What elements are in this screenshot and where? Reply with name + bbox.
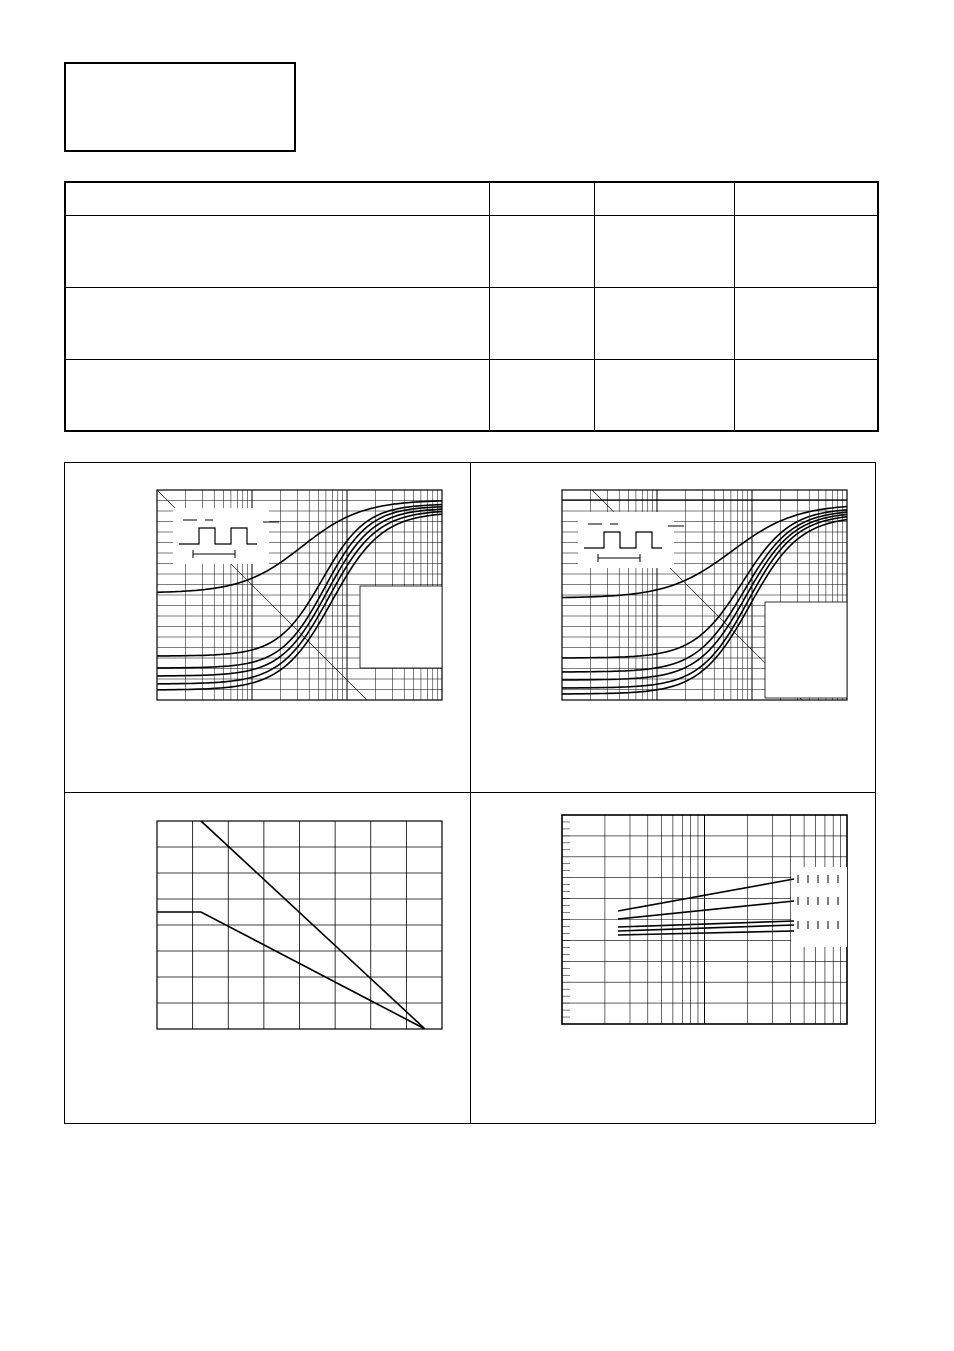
table-cell	[65, 359, 489, 431]
table-cell	[594, 182, 734, 215]
legend-area	[791, 867, 847, 947]
table-cell	[594, 287, 734, 359]
pulse-inset	[173, 508, 269, 564]
table-row	[65, 359, 878, 431]
response-curve	[618, 931, 794, 935]
table-cell	[734, 215, 878, 287]
graph-bottom-right	[562, 815, 849, 1026]
panel-divider-horizontal	[64, 792, 876, 793]
derating-line	[157, 912, 425, 1029]
graph-bottom-left	[157, 821, 442, 1029]
table-cell	[489, 182, 594, 215]
table-row	[65, 215, 878, 287]
pulse-inset	[578, 512, 674, 568]
response-curve	[618, 879, 794, 911]
table-cell	[65, 215, 489, 287]
table-cell	[489, 287, 594, 359]
legend-box	[765, 602, 847, 698]
table-cell	[734, 287, 878, 359]
table-cell	[65, 287, 489, 359]
table-cell	[65, 182, 489, 215]
table-cell	[489, 215, 594, 287]
table-cell	[734, 359, 878, 431]
spec-table	[64, 181, 879, 432]
graph-top-left	[157, 490, 442, 700]
legend-box	[360, 586, 442, 668]
table-row	[65, 287, 878, 359]
graph-top-right	[562, 490, 847, 700]
table-cell	[594, 359, 734, 431]
panel-divider-vertical	[470, 462, 471, 1124]
table-header-row	[65, 182, 878, 215]
table-cell	[734, 182, 878, 215]
table-cell	[489, 359, 594, 431]
table-cell	[594, 215, 734, 287]
response-curve	[618, 901, 794, 919]
title-box	[64, 62, 296, 152]
